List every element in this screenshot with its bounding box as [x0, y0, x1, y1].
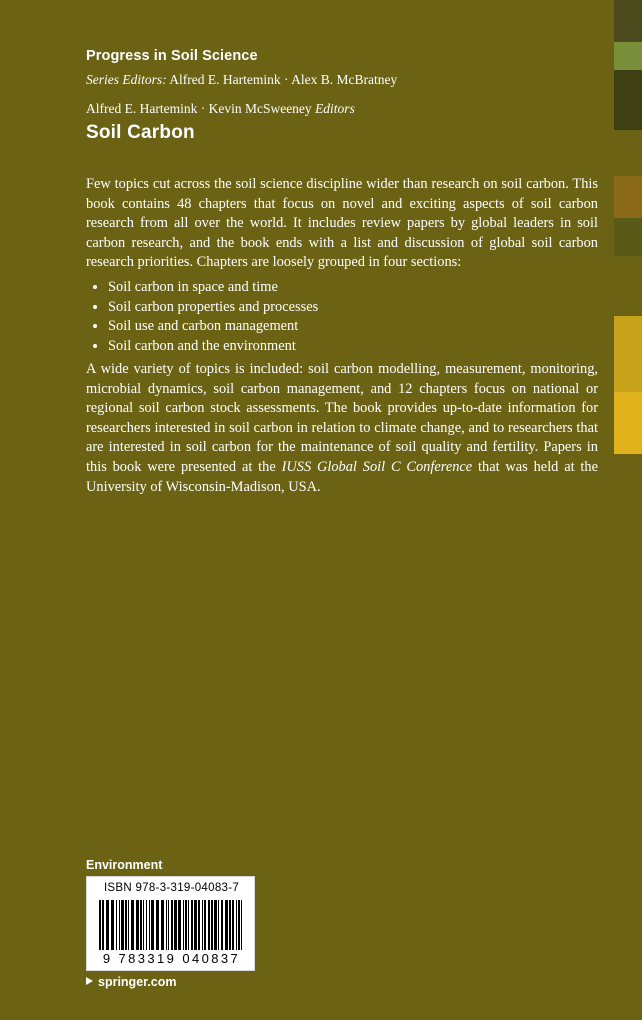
- publisher-name: springer.com: [98, 975, 177, 989]
- spine-segment-5: [614, 218, 642, 256]
- blurb-paragraph-2-part1: A wide variety of topics is included: soil carbon modelling, measurement, monitoring, microbial dynamics, soil carbon management, and 12 chapters focus on national or regional soil carbon stock assessments. The book provides up-to-date information for researchers interested in soil carbon in relation to climate change, and to researchers that are interested in soil carbon for the maintenance of soil quality and fertility. Papers in this book were presented at the: [86, 361, 598, 475]
- series-title: Progress in Soil Science: [86, 48, 258, 64]
- series-editors-label: Series Editors:: [86, 72, 167, 87]
- conference-name: IUSS Global Soil C Conference: [281, 458, 473, 475]
- isbn-digits: 9 783319 040837: [102, 951, 241, 966]
- list-item: • Soil carbon and the environment: [108, 337, 620, 357]
- spine-segment-0: [614, 0, 642, 42]
- spine-segment-6: [614, 256, 642, 316]
- editors-line: [86, 101, 355, 117]
- editors-label: Editors: [315, 101, 355, 116]
- editors-names: Alfred E. Hartemink · Kevin McSweeney: [86, 101, 312, 116]
- triangle-icon: [86, 977, 93, 985]
- spine-segment-9: [614, 454, 642, 1020]
- isbn-label: ISBN 978-3-319-04083-7: [103, 882, 240, 894]
- book-title: Soil Carbon: [86, 122, 195, 143]
- publisher-logo: [86, 975, 177, 989]
- spine-segment-8: [614, 392, 642, 454]
- isbn-barcode: [86, 876, 255, 971]
- blurb-paragraph-2-part2: that was held at the University of Wisconsin-Madison, USA.: [86, 458, 598, 495]
- spine-segment-1: [614, 42, 642, 70]
- blurb-paragraph-2: [86, 360, 598, 497]
- barcode-gap: [242, 900, 244, 950]
- cover-content-area: [22, 18, 606, 1002]
- blurb-paragraph-1: Few topics cut across the soil science discipline wider than research on soil carbon. This book contains 48 chapters that focus on novel and exciting aspects of soil carbon research from all over the world. It includes review papers by global leaders in soil carbon research, and the book ends with a list and discussion of global soil carbon research priorities. Chapters are loosely grouped in four sections:: [86, 176, 598, 271]
- series-editors: [86, 72, 397, 88]
- list-item: • Soil carbon properties and processes: [108, 298, 620, 318]
- spine-segment-7: [614, 316, 642, 392]
- list-item: • Soil use and carbon management: [108, 317, 620, 337]
- barcode-bars: [99, 900, 244, 950]
- section-list: [86, 278, 620, 356]
- spine-color-strip: [614, 0, 642, 1020]
- series-editors-names: Alfred E. Hartemink · Alex B. McBratney: [166, 72, 398, 87]
- subject-category: Environment: [86, 858, 163, 872]
- spine-segment-3: [614, 130, 642, 176]
- spine-segment-4: [614, 176, 642, 218]
- list-item: • Soil carbon in space and time: [108, 278, 620, 298]
- spine-segment-2: [614, 70, 642, 130]
